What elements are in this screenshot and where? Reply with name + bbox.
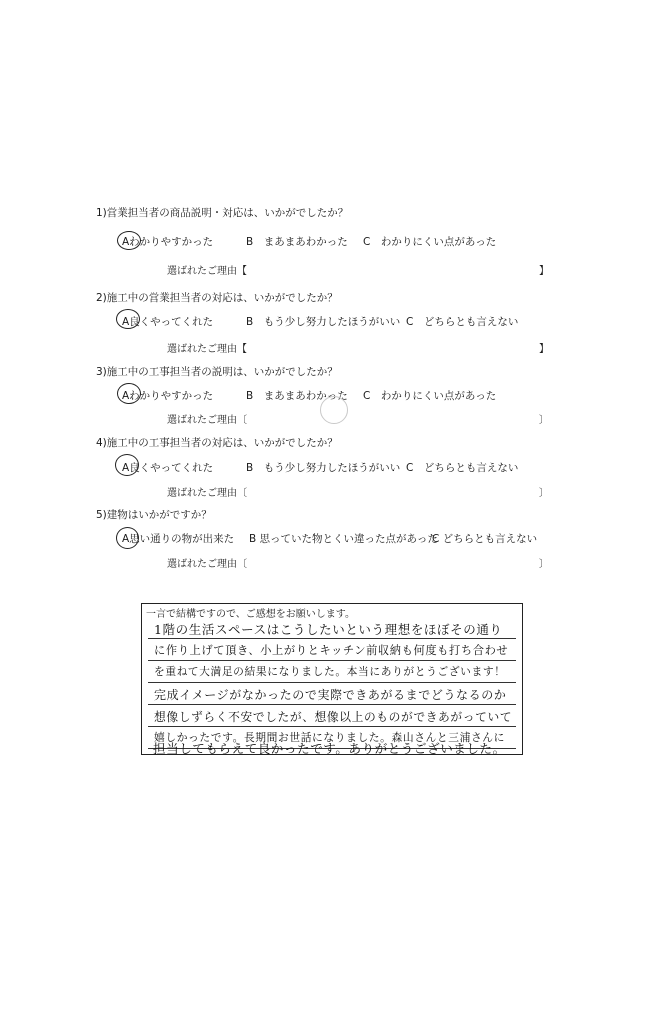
ruled-line (148, 638, 516, 639)
q3-reason-close: 〕 (539, 415, 549, 426)
ruled-line (148, 726, 516, 727)
question-3: 3)施工中の工事担当者の説明は、いかがでしたか？ (96, 366, 338, 378)
ruled-line (148, 682, 516, 683)
q1-option-c[interactable]: C わかりにくい点があった (363, 236, 497, 248)
comment-line-2: に作り上げて頂き、小上がりとキッチン前収納も何度も打ち合わせ (154, 644, 509, 657)
q2-option-a[interactable]: A良くやってくれた (122, 316, 214, 328)
comment-line-5: 想像しずらく不安でしたが、想像以上のものができあがっていて (154, 710, 513, 724)
q5-reason-label: 選ばれたご理由〔 (167, 559, 247, 570)
comment-line-7: 担当してもらえて良かったです。ありがとうございました。 (153, 741, 506, 756)
q4-option-c[interactable]: C どちらとも言えない (406, 462, 519, 474)
q3-option-b[interactable]: B まあまあわかった (246, 390, 348, 402)
question-2: 2)施工中の営業担当者の対応は、いかがでしたか？ (96, 292, 338, 304)
q3-option-c[interactable]: C わかりにくい点があった (363, 390, 497, 402)
q4-reason-close: 〕 (539, 488, 549, 499)
q5-option-b[interactable]: B 思っていた物とくい違った点があった (249, 533, 438, 545)
q2-reason-label: 選ばれたご理由【 (167, 344, 247, 355)
ruled-line (148, 660, 516, 661)
comment-box (141, 603, 523, 755)
q1-reason-close: 】 (539, 266, 549, 277)
q2-option-c[interactable]: C どちらとも言えない (406, 316, 519, 328)
q5-option-a[interactable]: A思い通りの物が出来た (122, 533, 235, 545)
q1-reason-label: 選ばれたご理由【 (167, 266, 247, 277)
q4-option-a[interactable]: A良くやってくれた (122, 462, 214, 474)
comment-box-title: 一言で結構ですので、ご感想をお願いします。 (146, 609, 355, 620)
q4-reason-label: 選ばれたご理由〔 (167, 488, 247, 499)
q3-option-a[interactable]: Aわかりやすかった (122, 390, 214, 402)
comment-line-4: 完成イメージがなかったので実際できあがるまでどうなるのか (154, 688, 507, 702)
q2-reason-close: 】 (539, 344, 549, 355)
q5-option-c[interactable]: C どちらとも言えない (432, 533, 538, 545)
question-5: 5)建物はいかがですか？ (96, 509, 212, 521)
comment-line-3: を重ねて大満足の結果になりました。本当にありがとうございます！ (154, 665, 506, 678)
q4-option-b[interactable]: B もう少し努力したほうがいい (246, 462, 401, 474)
ruled-line (148, 704, 516, 705)
question-1: 1)営業担当者の商品説明・対応は、いかがでしたか？ (96, 207, 349, 219)
q1-option-b[interactable]: B まあまあわかった (246, 236, 348, 248)
q2-option-b[interactable]: B もう少し努力したほうがいい (246, 316, 401, 328)
scan-artifact-circle (320, 396, 348, 424)
q5-reason-close: 〕 (539, 559, 549, 570)
comment-line-1: 1階の生活スペースはこうしたいという理想をほぼその通り (154, 622, 503, 637)
q1-option-a[interactable]: Aわかりやすかった (122, 236, 214, 248)
q3-reason-label: 選ばれたご理由〔 (167, 415, 247, 426)
comment-line-6: 嬉しかったです。長期間お世話になりました。森山さんと三浦さんに (154, 731, 505, 744)
question-4: 4)施工中の工事担当者の対応は、いかがでしたか？ (96, 437, 338, 449)
